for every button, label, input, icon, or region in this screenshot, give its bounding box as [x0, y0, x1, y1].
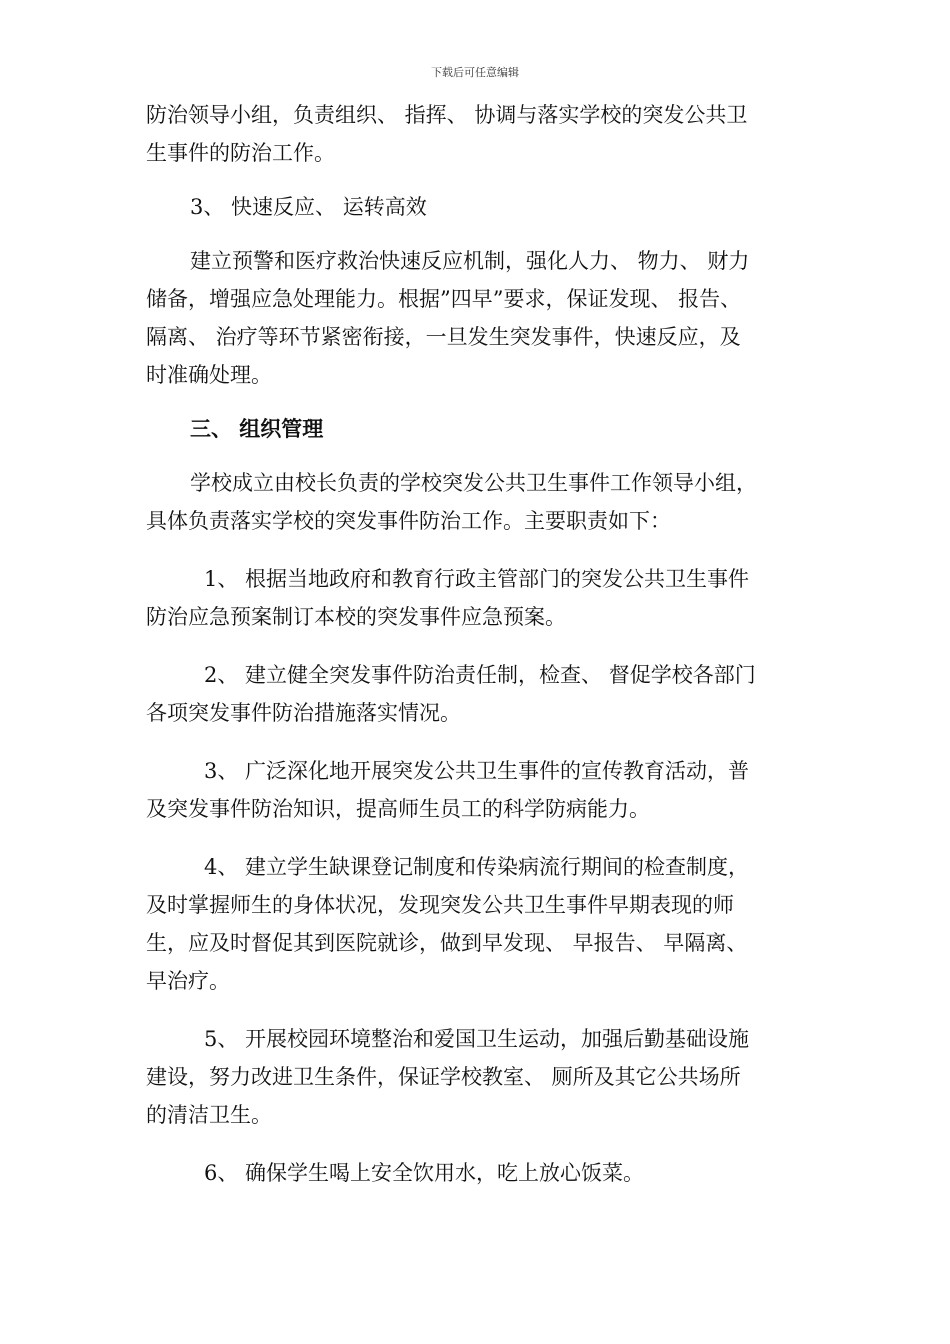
paragraph-leadership-group	[146, 96, 810, 172]
text-line: 建立预警和医疗救治快速反应机制，强化人力、 物力、 财力	[190, 249, 750, 273]
list-item-duty-3	[146, 752, 810, 828]
section-heading-organization	[146, 410, 810, 448]
list-item-duty-1	[146, 560, 810, 636]
text-line: 4、 建立学生缺课登记制度和传染病流行期间的检查制度，	[204, 855, 750, 879]
text-line: 生事件的防治工作。	[146, 141, 335, 165]
text-line: 5、 开展校园环境整治和爱国卫生运动，加强后勤基础设施	[204, 1027, 750, 1051]
list-item-duty-6	[146, 1154, 810, 1192]
text-line: 早治疗。	[146, 969, 230, 993]
text-line: 隔离、 治疗等环节紧密衔接，一旦发生突发事件，快速反应，及	[146, 325, 741, 349]
text-line: 建设，努力改进卫生条件，保证学校教室、 厕所及其它公共场所	[146, 1065, 741, 1089]
text-line: 3、 快速反应、 运转高效	[190, 195, 427, 219]
text-line: 的清洁卫生。	[146, 1103, 272, 1127]
text-line: 6、 确保学生喝上安全饮用水，吃上放心饭菜。	[204, 1161, 645, 1185]
text-line: 及时掌握师生的身体状况，发现突发公共卫生事件早期表现的师	[146, 893, 734, 917]
text-line: 学校成立由校长负责的学校突发公共卫生事件工作领导小组，	[190, 471, 757, 495]
text-line: 及突发事件防治知识，提高师生员工的科学防病能力。	[146, 797, 650, 821]
text-line: 3、 广泛深化地开展突发公共卫生事件的宣传教育活动，普	[204, 759, 750, 783]
paragraph-organization-intro	[146, 464, 810, 540]
text-line: 1、 根据当地政府和教育行政主管部门的突发公共卫生事件	[204, 567, 750, 591]
text-line: 生，应及时督促其到医院就诊，做到早发现、 早报告、 早隔离、	[146, 931, 748, 955]
text-line: 储备，增强应急处理能力。根据”四早”要求，保证发现、 报告、	[146, 287, 742, 311]
list-item-duty-2	[146, 656, 810, 732]
list-item-duty-4	[146, 848, 810, 1000]
text-line: 时准确处理。	[146, 363, 272, 387]
text-line: 防治领导小组，负责组织、 指挥、 协调与落实学校的突发公共卫	[146, 103, 748, 127]
text-line: 各项突发事件防治措施落实情况。	[146, 701, 461, 725]
subheading-rapid-response	[146, 188, 810, 226]
text-line: 防治应急预案制订本校的突发事件应急预案。	[146, 605, 566, 629]
text-line: 三、 组织管理	[190, 417, 324, 441]
page-header: 下载后可任意编辑	[431, 66, 519, 79]
paragraph-early-warning	[146, 242, 810, 394]
document-body	[146, 96, 810, 1192]
text-line: 2、 建立健全突发事件防治责任制，检查、 督促学校各部门	[204, 663, 756, 687]
text-line: 具体负责落实学校的突发事件防治工作。主要职责如下：	[146, 509, 671, 533]
list-item-duty-5	[146, 1020, 810, 1134]
